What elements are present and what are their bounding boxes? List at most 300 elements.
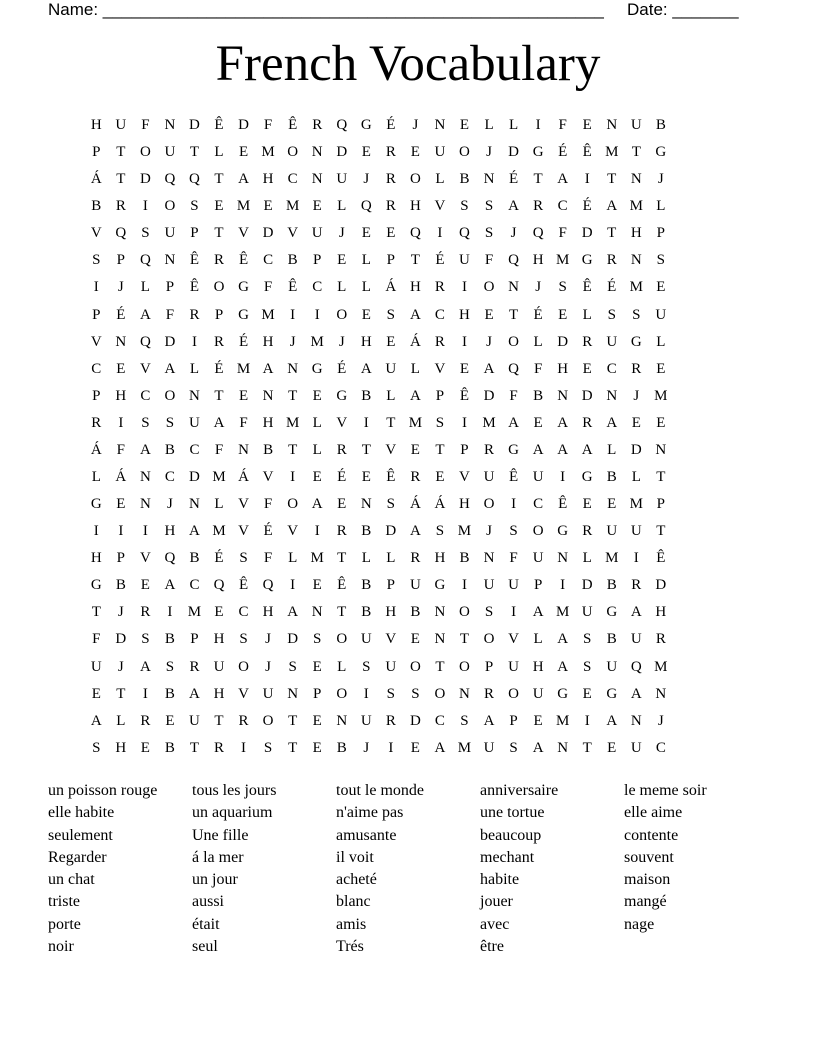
grid-letter: U [581,604,593,621]
grid-letter: A [287,604,299,621]
grid-row [84,248,673,275]
grid-letter: É [116,306,126,323]
grid-letter: Q [115,225,127,242]
grid-letter: H [115,387,127,404]
grid-letter: I [241,739,247,756]
grid-letter: Q [459,225,470,242]
grid-letter: U [164,144,176,161]
grid-letter: J [486,523,492,540]
grid-letter: A [213,414,225,431]
grid-letter: N [189,496,200,513]
grid-letter: D [630,441,642,458]
grid-letter: E [214,198,224,215]
grid-letter: I [314,523,320,540]
grid-letter: T [189,144,200,161]
grid-letter: E [312,658,322,675]
grid-letter: O [409,171,421,188]
grid-letter: R [214,252,225,269]
grid-letter: E [656,360,666,377]
grid-letter: V [238,496,249,513]
name-field-label[interactable]: Name: _____________________________________________________ [48,0,604,19]
grid-letter: N [557,739,569,756]
grid-letter: R [140,604,151,621]
grid-letter: N [434,117,446,133]
grid-letter: L [337,198,347,215]
grid-letter: S [435,523,445,540]
grid-letter: A [532,604,544,621]
word-list-item: un jour [192,871,238,889]
grid-letter: N [311,604,323,621]
grid-letter: T [386,414,396,431]
grid-letter: Ê [558,496,568,513]
grid-letter: B [655,117,666,133]
grid-letter: F [263,496,273,513]
grid-letter: T [116,685,126,702]
grid-letter: F [214,441,224,458]
grid-row [84,546,673,573]
grid-letter: Ê [459,387,470,404]
grid-letter: N [311,171,323,188]
grid-letter: A [90,712,102,729]
grid-letter: É [263,523,273,540]
grid-letter: L [189,360,200,377]
grid-letter: E [533,712,543,729]
grid-letter: T [214,387,224,404]
grid-letter: H [655,604,667,621]
grid-letter: B [115,577,126,594]
grid-letter: I [584,712,590,729]
grid-letter: L [140,279,150,296]
grid-row [84,682,673,709]
word-list-item: acheté [336,871,377,889]
grid-letter: T [435,658,445,675]
grid-letter: A [606,198,618,215]
grid-letter: T [214,171,224,188]
grid-letter: A [164,360,176,377]
word-list-item: amis [336,915,367,933]
grid-row [84,655,673,682]
grid-letter: B [263,441,274,458]
grid-letter: T [508,306,519,323]
grid-letter: F [92,631,101,648]
grid-letter: O [262,712,274,729]
grid-letter: H [213,685,225,702]
grid-letter: L [582,306,592,323]
grid-letter: U [606,658,618,675]
grid-letter: M [457,523,472,540]
word-list-item: habite [480,871,520,889]
word-list-column [192,780,332,958]
grid-letter: É [337,360,347,377]
grid-letter: L [484,117,494,133]
grid-letter: N [630,712,642,729]
grid-letter: U [115,117,127,133]
grid-letter: M [236,360,251,377]
grid-letter: F [484,252,494,269]
grid-letter: D [581,225,593,242]
grid-letter: H [360,333,372,350]
grid-letter: J [338,225,345,242]
grid-letter: T [116,144,126,161]
grid-letter: A [606,414,618,431]
grid-letter: U [532,550,544,567]
grid-letter: S [607,306,616,323]
grid-letter: O [483,631,495,648]
grid-letter: S [509,523,518,540]
grid-letter: R [582,523,593,540]
grid-letter: G [238,279,249,296]
grid-letter: S [484,198,494,215]
grid-letter: P [214,306,224,323]
grid-letter: A [532,441,544,458]
grid-letter: A [630,604,642,621]
grid-letter: M [605,550,619,567]
grid-letter: E [607,496,617,513]
grid-letter: Q [360,198,372,215]
grid-letter: M [212,469,226,486]
grid-letter: B [164,739,175,756]
grid-letter: M [236,198,251,215]
grid-letter: R [533,198,544,215]
grid-letter: B [91,198,102,215]
grid-letter: D [483,387,495,404]
grid-letter: P [116,550,125,567]
grid-letter: E [656,414,666,431]
grid-letter: L [91,469,101,486]
grid-letter: M [629,198,643,215]
grid-letter: M [310,333,324,350]
grid-letter: Á [385,279,397,296]
grid-letter: R [336,441,347,458]
grid-letter: C [91,360,102,377]
grid-letter: R [606,252,617,269]
grid-letter: G [311,360,323,377]
grid-letter: D [655,577,667,594]
grid-letter: T [189,739,200,756]
grid-letter: R [410,550,421,567]
grid-letter: O [287,144,299,161]
grid-letter: C [238,604,249,621]
grid-letter: J [166,496,173,513]
grid-letter: N [630,252,642,269]
grid-letter: E [165,712,175,729]
grid-row [84,221,673,248]
grid-row [84,167,673,194]
grid-letter: U [90,658,102,675]
grid-letter: A [360,360,372,377]
grid-letter: H [262,604,274,621]
grid-letter: O [459,658,470,675]
grid-letter: J [265,631,272,648]
grid-letter: P [386,577,395,594]
grid-letter: U [336,171,348,188]
grid-letter: O [336,685,348,702]
grid-letter: L [386,550,396,567]
grid-letter: Ê [288,117,298,133]
grid-letter: A [557,414,569,431]
grid-letter: J [633,387,640,404]
grid-letter: R [655,631,666,648]
grid-letter: Á [409,333,421,350]
grid-letter: Q [630,658,642,675]
grid-letter: L [656,333,666,350]
grid-letter: A [139,658,151,675]
grid-letter: D [336,144,348,161]
grid-letter: S [190,198,199,215]
grid-letter: F [116,441,125,458]
grid-letter: Q [336,117,348,133]
grid-letter: M [261,144,275,161]
word-list-item: elle habite [48,804,115,822]
grid-letter: D [581,387,593,404]
grid-letter: H [532,658,544,675]
grid-letter: D [139,171,151,188]
grid-letter: J [412,117,419,133]
grid-letter: S [362,658,371,675]
grid-row [84,438,673,465]
grid-letter: Ê [582,144,592,161]
grid-letter: R [434,333,445,350]
grid-letter: O [213,279,225,296]
grid-letter: P [435,387,445,404]
grid-letter: A [434,739,446,756]
grid-letter: R [238,712,249,729]
grid-row [84,330,673,357]
grid-letter: F [239,414,248,431]
grid-letter: Ê [656,550,666,567]
grid-row [84,194,673,221]
grid-letter: V [434,360,446,377]
grid-letter: I [511,496,517,513]
grid-letter: L [214,496,224,513]
grid-letter: P [484,658,494,675]
grid-letter: U [532,469,544,486]
grid-letter: P [92,387,101,404]
grid-letter: S [632,306,641,323]
grid-letter: E [410,441,420,458]
grid-letter: T [288,387,298,404]
grid-letter: N [483,171,495,188]
grid-row [84,627,673,654]
grid-letter: T [116,171,126,188]
grid-letter: Á [90,171,102,188]
grid-letter: L [288,550,298,567]
grid-letter: D [115,631,127,648]
grid-letter: P [656,225,666,242]
grid-letter: S [386,496,395,513]
grid-letter: S [460,712,469,729]
grid-letter: I [461,279,467,296]
word-list-item: était [192,915,220,933]
grid-letter: G [557,523,569,540]
word-list-item: tout le monde [336,782,424,799]
grid-letter: J [486,333,492,350]
grid-letter: A [483,360,495,377]
grid-letter: Á [238,469,249,486]
grid-letter: N [115,333,127,350]
grid-letter: U [606,523,618,540]
grid-letter: B [361,604,372,621]
grid-letter: A [409,387,421,404]
grid-letter: H [90,117,102,133]
grid-letter: Ê [214,117,224,133]
grid-letter: L [386,387,396,404]
grid-letter: D [385,523,397,540]
grid-letter: A [557,441,569,458]
word-list-item: jouer [480,893,513,911]
grid-letter: M [310,550,324,567]
grid-letter: É [386,117,396,133]
grid-letter: Q [508,252,519,269]
word-list-item: nage [624,915,655,933]
grid-letter: R [484,685,495,702]
grid-letter: T [533,171,543,188]
grid-letter: A [532,739,544,756]
grid-letter: T [337,604,347,621]
grid-letter: R [214,739,225,756]
grid-letter: B [189,550,200,567]
grid-row [84,357,673,384]
word-list-item: triste [48,893,80,911]
grid-letter: T [91,604,101,621]
grid-letter: J [338,333,345,350]
grid-letter: I [363,685,369,702]
grid-letter: I [461,414,467,431]
grid-letter: N [139,496,151,513]
grid-letter: O [164,198,176,215]
grid-letter: U [189,414,200,431]
grid-letter: E [435,469,445,486]
grid-letter: É [214,360,224,377]
grid-letter: H [409,279,421,296]
grid-letter: M [629,279,643,296]
grid-letter: O [508,685,519,702]
grid-row [84,573,673,600]
grid-letter: F [263,117,273,133]
grid-letter: B [606,631,617,648]
grid-letter: H [459,306,470,323]
grid-letter: L [116,712,126,729]
grid-letter: Ê [386,469,396,486]
grid-letter: V [385,631,397,648]
grid-letter: N [655,685,667,702]
grid-letter: P [533,577,543,594]
word-list-item: le meme soir [624,782,707,799]
grid-letter: R [385,144,396,161]
grid-letter: S [239,550,248,567]
grid-letter: Q [164,550,176,567]
grid-letter: O [287,496,299,513]
grid-letter: J [117,604,124,621]
grid-letter: E [582,117,592,133]
grid-letter: S [558,279,567,296]
grid-letter: M [285,414,300,431]
grid-letter: L [435,171,445,188]
grid-letter: I [290,577,296,594]
grid-letter: V [238,523,249,540]
grid-letter: N [630,171,642,188]
word-list-item: une tortue [480,804,545,822]
grid-letter: E [558,306,568,323]
grid-letter: V [90,225,102,242]
grid-letter: A [238,171,249,188]
grid-letter: R [115,198,126,215]
grid-letter: M [555,712,570,729]
grid-letter: P [656,496,666,513]
grid-letter: M [482,414,496,431]
grid-letter: E [214,604,224,621]
grid-letter: R [214,333,225,350]
grid-letter: B [164,631,175,648]
grid-letter: I [142,685,148,702]
grid-letter: H [434,550,446,567]
grid-letter: B [336,739,347,756]
grid-letter: E [116,360,126,377]
grid-letter: U [606,333,618,350]
word-list-item: Une fille [192,826,249,844]
grid-letter: N [164,252,176,269]
grid-letter: N [287,685,299,702]
grid-letter: U [434,144,446,161]
grid-letter: T [214,712,224,729]
grid-letter: N [459,685,470,702]
grid-letter: V [262,469,274,486]
word-list-item: seulement [48,826,113,844]
grid-letter: O [409,658,421,675]
grid-letter: E [140,739,150,756]
grid-letter: S [141,631,150,648]
word-list-item: un aquarium [192,804,273,822]
grid-letter: N [557,387,569,404]
grid-letter: S [583,658,592,675]
grid-letter: R [385,712,396,729]
grid-letter: V [139,360,151,377]
grid-letter: L [631,469,641,486]
grid-row [84,736,673,763]
word-list-item: amusante [336,826,397,844]
grid-letter: A [630,685,642,702]
grid-letter: H [557,360,569,377]
word-search-grid [84,113,673,763]
word-list-item: mechant [480,848,535,866]
grid-letter: F [533,360,543,377]
grid-letter: E [459,117,470,133]
grid-letter: N [655,441,667,458]
grid-letter: A [557,631,569,648]
grid-letter: N [238,441,249,458]
grid-letter: S [484,225,494,242]
grid-letter: I [560,577,566,594]
grid-letter: A [508,198,519,215]
grid-row [84,709,673,736]
grid-letter: U [508,577,519,594]
word-list-column [336,780,476,958]
grid-letter: O [164,387,176,404]
word-list-item: blanc [336,893,371,911]
grid-letter: C [312,279,323,296]
grid-letter: P [92,144,101,161]
date-field-label[interactable]: Date: _______ [627,0,739,19]
grid-letter: L [361,279,371,296]
grid-letter: B [606,469,617,486]
grid-letter: E [386,225,396,242]
grid-letter: H [385,604,397,621]
grid-letter: P [460,441,469,458]
grid-letter: C [606,360,617,377]
grid-letter: F [509,387,518,404]
grid-letter: R [385,171,396,188]
grid-letter: I [461,333,467,350]
